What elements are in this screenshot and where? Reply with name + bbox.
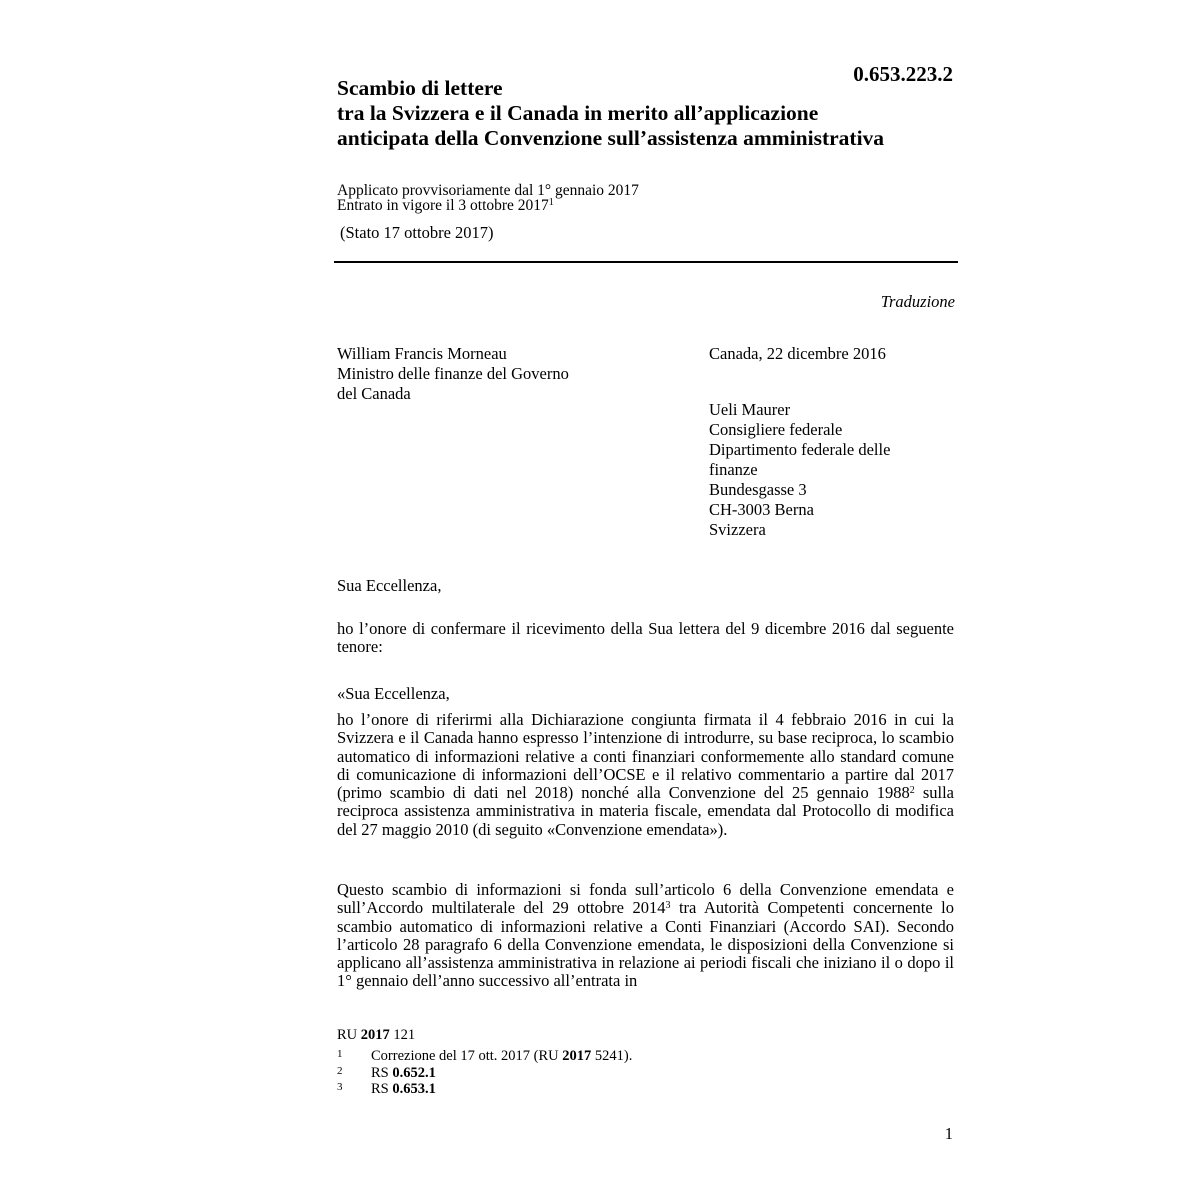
recipient-block [709,400,890,540]
footnote-ref: 1 [548,197,554,208]
ru-year: 2017 [360,1027,390,1043]
paragraph-text: Questo scambio di informazioni si fonda sull’articolo 6 della Convenzione emendata e sull’Accordo multilaterale del 29 ottobre 2014 [337,880,954,918]
sr-number: 0.653.223.2 [853,62,953,86]
title-line: tra la Svizzera e il Canada in merito all’applicazione [337,101,819,125]
header-divider [334,261,958,263]
page-number: 1 [944,1124,953,1143]
footnote [337,1079,436,1097]
footnote-number: 2 [337,1065,343,1077]
paragraph-text: tra Autorità Competenti concernente lo scambio automatico di informazioni relative a Conti Finanziari (Accordo SAI). Secondo l’articolo 28 paragrafo 6 della Convenzione emendata, le disposizioni della Convenzione si applicano all’assistenza amministrativa in relazione ai periodi fiscali che iniziano il o dopo il 1° gennaio dell’anno successivo all’entrata in [337,898,954,991]
ru-prefix: RU [337,1027,361,1043]
recipient-city: CH-3003 Berna [709,500,814,519]
recipient-dept: Dipartimento federale delle [709,440,891,459]
footnote-number: 1 [337,1048,343,1060]
footnote-bold: 0.653.1 [392,1081,436,1097]
recipient-dept: finanze [709,460,758,479]
recipient-country: Svizzera [709,520,766,539]
applied-date: Applicato provvisoriamente dal 1° gennaio 2017 [337,182,639,199]
title-line: anticipata della Convenzione sull’assistenza amministrativa [337,126,885,150]
document-title [337,76,977,151]
footnote-bold: 0.652.1 [392,1065,436,1081]
footnote-tail: 5241). [591,1048,633,1064]
footnote-text: Correzione del 17 ott. 2017 (RU [371,1048,563,1064]
salutation: Sua Eccellenza, [337,576,442,595]
paragraph-text: sulla reciproca assistenza amministrativa in materia fiscale, emendata dal Protocollo di modifica del 27 maggio 2010 (di seguito «Convenzione emendata»). [337,783,954,839]
recipient-street: Bundesgasse 3 [709,480,807,499]
footnote-number: 3 [337,1081,343,1093]
recipient-role: Consigliere federale [709,420,843,439]
body-paragraph-2 [337,881,954,991]
title-line: Scambio di lettere [337,76,503,100]
footnote-text: RS [371,1065,393,1081]
body-paragraph-1 [337,711,954,839]
footnote-ref: 3 [665,900,671,912]
sender-title: del Canada [337,384,411,403]
recipient-name: Ueli Maurer [709,400,791,419]
quote-salutation: «Sua Eccellenza, [337,684,450,703]
footnote [337,1046,632,1064]
sender-title: Ministro delle finanze del Governo [337,364,569,383]
sender-name: William Francis Morneau [337,344,507,363]
paragraph-text: ho l’onore di riferirmi alla Dichiarazione congiunta firmata il 4 febbraio 2016 in cui la Svizzera e il Canada hanno espresso l’intenzione di introdurre, su base reciproca, lo scambio automatico di informazioni relative a conti finanziari conformemente allo standard comune di comunicazione di informazioni dell’OCSE e il relativo commentario a partire dal 2017 (primo scambio di dati nel 2018) nonché alla Convenzione del 25 gennaio 1988 [337,710,954,803]
place-date: Canada, 22 dicembre 2016 [709,344,886,363]
status-date: (Stato 17 ottobre 2017) [340,223,494,242]
ru-page: 121 [389,1027,416,1043]
intro-paragraph: ho l’onore di confermare il ricevimento della Sua lettera del 9 dicembre 2016 dal seguente tenore: [337,619,954,657]
in-force-text: Entrato in vigore il 3 ottobre 2017 [337,197,549,214]
in-force-date [337,198,554,214]
footnote-ref: 2 [909,785,915,797]
sender-block [337,344,569,404]
footnote-bold: 2017 [562,1048,592,1064]
translation-label: Traduzione [880,292,955,311]
footnote-text: RS [371,1081,393,1097]
ru-reference [337,1027,415,1043]
